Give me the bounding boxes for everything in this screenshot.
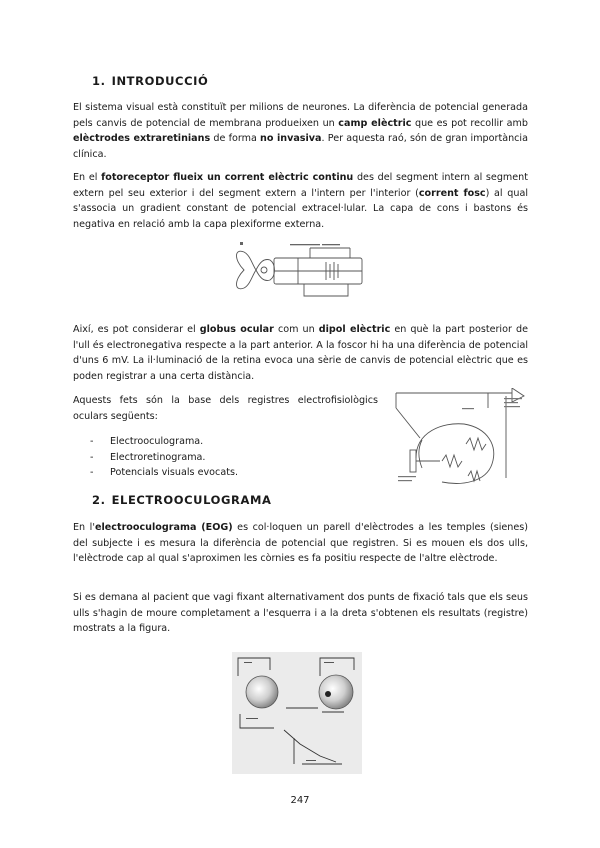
list-item: - Electroretinograma. (90, 450, 238, 466)
text: en què la part posterior de l'ull és electronegativa respecte a la part anterior. A la foscor hi ha una diferència de potencial d'uns 6 mV. La il·luminació de la retina evoca una sèrie de canvis de potencial elèctric que es poden registrar a una certa distància. (73, 324, 528, 382)
paragraph-registres (73, 393, 378, 424)
text: des del segment intern al segment extern pel seu exterior i del segment extern a l'intern per l'interior ( (73, 172, 528, 199)
photoreceptor-current-figure (230, 240, 372, 310)
text: En l' (73, 522, 95, 533)
eye-dipole-figure (392, 388, 532, 488)
paragraph-fixacio (73, 590, 528, 637)
bold-term: no invasiva (260, 133, 322, 144)
text: . Per aquesta raó, són de gran importància clínica. (73, 133, 528, 160)
section-title: ELECTROOCULOGRAMA (111, 493, 272, 507)
list-item: - Electrooculograma. (90, 434, 238, 450)
text: ) al qual s'associa un gradient constant de potencial extracel·lular. La capa de cons i bastons és negativa en relació amb la capa plexiforme externa. (73, 187, 528, 230)
paragraph-sistema-visual (73, 100, 528, 162)
text: Així, es pot considerar el (73, 324, 200, 335)
bold-term: globus ocular (199, 324, 274, 335)
section-number: 2. (92, 493, 106, 507)
text: Aquests fets són la base dels registres electrofisiològics oculars següents: (73, 395, 378, 422)
text: En el (73, 172, 102, 183)
eog-recording-figure (232, 652, 362, 774)
bold-term: electrooculograma (EOG) (95, 522, 233, 533)
text: es col·loquen un parell d'elèctrodes a les temples (sienes) del subjecte i es mesura la diferència de potencial que registren. Si es mouen els dos ulls, l'elèctrode cap al qual s'aproximen les còrnies es fa positiu respecte de l'altre elèctrode. (73, 522, 529, 564)
section-number: 1. (92, 74, 106, 88)
section-title: INTRODUCCIÓ (111, 74, 209, 88)
section-heading-introduccio (92, 74, 208, 88)
bold-term: corrent fosc (418, 187, 486, 199)
paragraph-fotoreceptor (73, 170, 528, 232)
paragraph-eog (73, 520, 528, 567)
text: El sistema visual està constituït per milions de neurones. La diferència de potencial generada pels canvis de potencial de membrana produeixen un (73, 102, 528, 129)
text: de forma (210, 133, 261, 144)
section-heading-electrooculograma (92, 493, 272, 507)
bold-term: elèctrodes extraretinians (73, 133, 211, 144)
text: que es pot recollir amb (411, 117, 528, 129)
bold-term: dipol elèctric (318, 324, 391, 335)
text: com un (273, 324, 319, 335)
text: Si es demana al pacient que vagi fixant alternativament dos punts de fixació tals que els seus ulls s'hagin de moure completament a l'esquerra i a la dreta s'obtenen els resultats (registre) mostrats a la figura. (73, 592, 528, 634)
list-item: - Potencials visuals evocats. (90, 465, 238, 481)
bold-term: fotoreceptor flueix un corrent elèctric continu (101, 172, 354, 183)
paragraph-globus-ocular (73, 322, 528, 384)
recording-types-list (90, 434, 238, 481)
bold-term: camp elèctric (338, 117, 412, 129)
page-number: 247 (290, 795, 310, 806)
